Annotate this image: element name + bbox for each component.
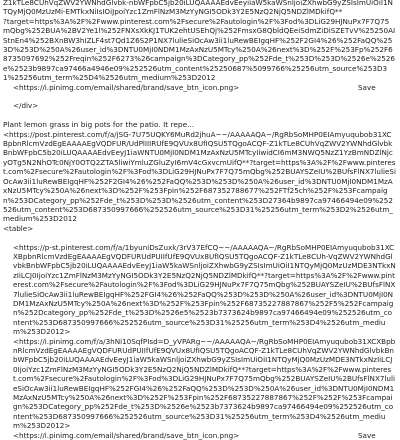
email-body (3, 0, 396, 440)
target-url-link[interactable]: ?target=https%3A%2F%2Fwww.pinterest.com%2Fsecure%2Fautologin%2F%3Fod%3DLiG29HJNuPx7F7Q75mQbg%252BUA%2BV2Ye1l%252FNXsXkKJ1TUK2ehtUSEhQj%252FmsxG8QbldQEeiSdmZiDiSZETvV%25250AIStnEn4%252BXnBW3hIZLF4st7Qd1Z6S2P1NX7lulieSiOcAw3ii1luRewBEIgqHF%252F2GI4%26%252FaQQ%253D%253D%250A%26user_id%3DNTU0MjI0NDM1MzAxNzU5MTcy%250A%26next%3D%252F%253Fp%252F68735097692%252Freqin%252F6273%26campaign%3DCategory_pp%252Fde_t%253D%253D%2526e%2526e%2523b9897ca97466a4946e09%252526utm_content%25250687%5099766%25256utm_source%253D31%25256utm_term%25D4%2526utm_medium%253D2012 (3, 16, 396, 83)
closing-div-tag: </div> (13, 101, 39, 111)
pin-link[interactable]: <https://post.pinterest.com/f/a/jSG-7U75UQKY6MuRd2jhuA~~/AAAAAQA~/RgRbSoMHP0EIAmyuqubob31XCBpbnRlcmVzdEgEAAAAEgVQDFUR/UdPlIIIRUfE9QVUx8UfIQSU5TQgoACQF-Z1kTLe8CUhVqZWV2YWNhdGlvbkBnbWFpbC5b20iLUQAAAAEdvEeyJ1iaWNTU0MjI0NDM1MzAxNzU5MTcyIiwidCI6mM3NWQ5NzZ1YzBmNDZlNjcyOTg5N2NhOTc0NjY0OTQ2ZTA5liwiYmluZGluZyI6mV4cGxvcmUifQ**?target=https%3A%2F%2Fwww.pinterest.com%2Fsecure%2Fautologin%2F%3Fod%3DLiG29HJNuPx7F7Q75mQbg%252BUAYSZeIU%2BUfsFlNX7lulieSiOcAw3ii1luRewBEIgqHF%252F2GI4%26%252FaQQ%253D%253D%250A%26user_id%3DNTU0MjI0NDM1MzAxNzU5MTcy%250A%26next%3D%252F%253Fpin%252F687352788677%252FTf25ch%252F%253Fcampaign%253DCategory_pp%252Fde_t%253D%253D%2526utm_content%253D27364b9897ca97466494e09%252526utm_content%253D687350997666%252526utm_source%253D31%25256utm_term%253D2%2526utm_medium%253D2012 (3, 129, 396, 224)
tracking-url-text: Z1kTLe8CUhVqZWV2YWNhdGlvbk-nbWFpbC5jb20iLUQAAAAEdvEeyiiaW5kaWSnljoiZXhwbG9yZSIsImUiOiI1NTQyMjQ0MzUzMi-EMTkxNiIsIOiJpoiYzc1ZmFlNzM3MzYyNGI5ODk3Y2E5NzQ2NjQ5NDZlMDkifQ** (3, 0, 393, 17)
save-link[interactable]: Save (358, 82, 376, 92)
save-button-image-link-2[interactable]: <https://i.pinimg.com/email/shared/brand/save_btn_icon.png> (13, 430, 240, 440)
save-link-2[interactable]: Save (358, 430, 376, 440)
save-row-2 (3, 431, 396, 440)
save-row (3, 83, 396, 92)
save-button-image-link[interactable]: <https://i.pinimg.com/email/shared/brand/save_btn_icon.png> (13, 82, 240, 92)
pin-image-link[interactable]: <https://p-st.pinterest.com/f/a/1byuniDsZuxk/3rV37EfCQ~~/AAAAAQA~/RgRbSoMHP0EIAmyuqubob31XCXBpbnRlcmVzdEgEAAAAEgVQDFURUdPUIIfUfE9QVUx8UfIQSU5TQgoACQF-Z1kTLe8CUh-VqZWV2YWNhdGlvbkBnbWFpbC5jb20iLUQAAAAEdvEeyJ1iaW5kaWSnljoiZXhwbG9yZSIsImUiOiI1NTQyMjQ0MzUzMDE3NTkxNzIiLCJ0IjoiYzc1ZmFlNzM3MzYyNGI5ODk3Y2E5NzQ2NjQ5NDZlMDkifQ**?target=https%3A%2F%2Fwww.pinterest.com%2Fsecure%2Fautologin%2F%3Fod%3DLiG29HJNuPx7F7Q75mQbg%252BUAYSZeIU%2BUfsFlNX7lulieSiOcAw3ii1luRewBEIgqHF%252FGI4%26%252FaQQ%253D%253D%250A%26user_id%3DNTU0MjI0NDM1MzAxNzU5MTcy%250A%26next%3D%252F%253Fpin%252F68735227887867%252F5%252Fcampaign%252Dcategory_pp%252Fde_t%253D%2526e5%2523b7373624b9897ca97466494e09%252526utm_content%253D687350997666%252526utm_source%253D31%25256utm_term%253D4%2526utm_medium%253D2012> (13, 242, 396, 337)
spacer (3, 92, 396, 101)
spacer (3, 111, 396, 120)
pin-description: Plant lemon grass in big pots for the patio. It repe... (3, 120, 195, 130)
table-tag: <table> (3, 223, 34, 233)
spacer (3, 233, 396, 242)
pin-secondary-link[interactable]: <https://i.pinimg.com/f/a/3hNi10SqfPIsd=D_yVPARg~~/AAAAAQA~/RgRbSoMHP0EIAmyuqubob31XCXBpbnRlcmVzdEgEAAAAEgVQDFURUdPUIIfUfE9QVUx8UfIQSU5TQgoACQF-Z1kTLe8CUhVqZWV2YWNhdGlvbkBnbWFpbC5jb20iLUQAAAAEdvEeyJ1iaW5kaWSnljoiZXhwbG9yZSIsImUiOiI1NTQyMjQ0MzUzMDE3NTkxNzIiLCJ0IjoiYzc1ZmFlNzM3MzYyNGI5ODk3Y2E5NzQ2NjQ5NDZlMDkifQ**?target=https%3A%2F%2Fwww.pinterest.com%2Fsecure%2Fautologin%2F%3Fod%3DLiG29HJNuPx7F7Q75mQbg%252BUAYSZeIU%2BUfsFlNX7lulieSiOcAw3ii1luRewBEIgqHF%252FGI4%26%252FaQQ%253D%253D%250A%26user_id%3DNTU0MjI0NDM1MzAxNzU5MTcy%250A%26next%3D%252F%253Fpin%252F68735227887867%252F%252F%253Fcampaign%253DCategory_pp%252Fde_t%253D%2526e%2523b7373624b9897ca97466494e09%252526utm_content%253D687350997666%252526utm_source%253D31%25256utm_term%253D4%2526utm_medium%253D2012> (13, 336, 396, 431)
